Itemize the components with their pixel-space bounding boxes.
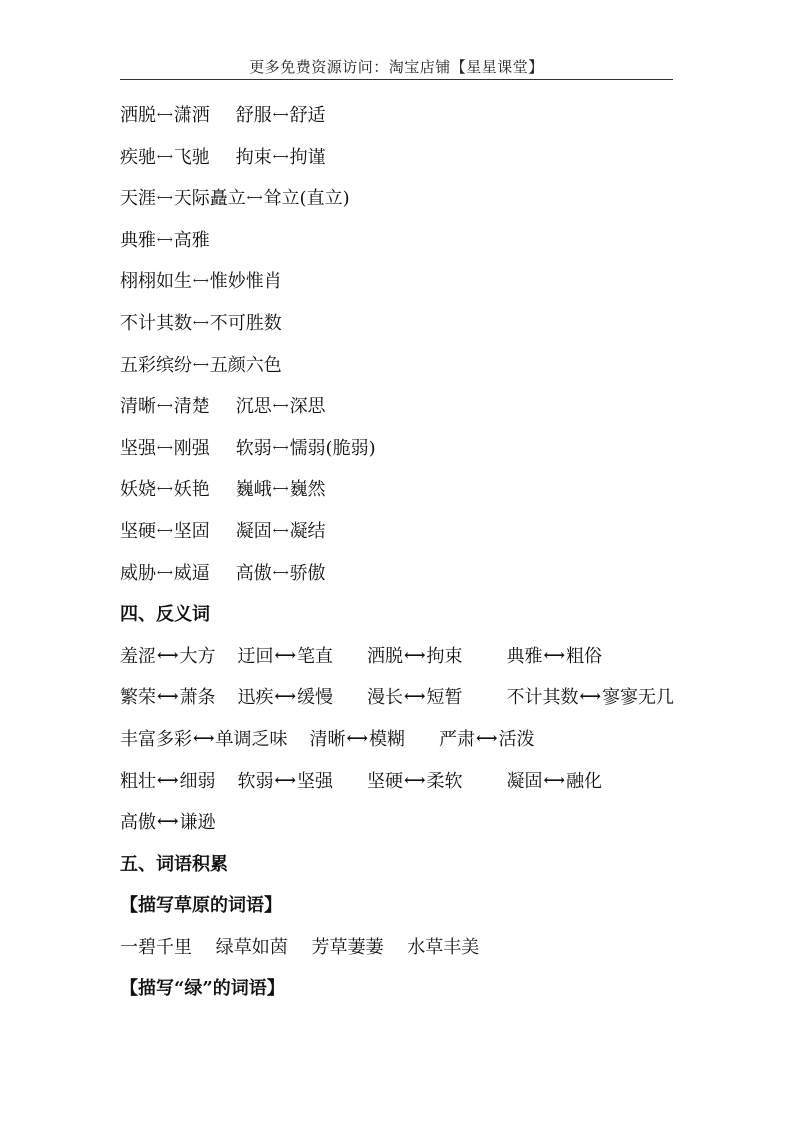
word-left: 栩栩如生 — [120, 271, 192, 293]
word-right: 柔软 — [426, 770, 463, 792]
antonym-pair — [367, 682, 463, 714]
antonym-pair — [238, 641, 334, 673]
double-arrow-icon: ⟷ — [272, 565, 289, 579]
word-right: 笔直 — [297, 645, 334, 667]
double-arrow-icon: ⟷ — [272, 523, 289, 537]
word-right: 谦逊 — [179, 812, 216, 834]
double-arrow-icon: ⟷ — [157, 440, 173, 454]
synonym-pair — [120, 516, 210, 548]
antonym-pair — [507, 682, 675, 714]
word-right: 舒适 — [289, 105, 326, 126]
word-left: 天涯 — [120, 188, 156, 210]
word-right: 潇洒 — [173, 105, 210, 126]
word-left: 沉思 — [235, 396, 272, 418]
synonym-pair — [236, 474, 326, 506]
double-arrow-icon: ⟷ — [579, 687, 602, 706]
word-left: 严肃 — [439, 728, 476, 750]
word-left: 疾驰 — [120, 146, 156, 168]
double-arrow-icon: ⟷ — [274, 770, 297, 789]
word-left: 坚强 — [120, 437, 156, 459]
word-left: 典雅 — [506, 645, 543, 667]
synonym-pair — [120, 183, 246, 215]
word-left: 凝固 — [235, 520, 272, 542]
word-right: 五颜六色 — [209, 354, 282, 376]
word-left: 清晰 — [309, 728, 346, 750]
word-right: 清楚 — [173, 396, 210, 418]
word-left: 洒脱 — [120, 105, 156, 126]
synonym-line — [120, 308, 680, 350]
synonym-line — [120, 142, 680, 184]
word-right: 巍然 — [289, 479, 326, 501]
subsection-title-grassland: 【描写草原的词语】 — [120, 895, 282, 917]
word-left: 威胁 — [120, 562, 156, 584]
word-right: 坚固 — [173, 520, 210, 542]
word-left: 洒脱 — [367, 645, 404, 667]
word-right: 缓慢 — [297, 687, 334, 709]
antonym-pair — [439, 724, 535, 756]
word-item: 绿草如茵 — [215, 936, 288, 958]
double-arrow-icon: ⟷ — [157, 399, 173, 413]
word-left: 清晰 — [120, 396, 156, 418]
double-arrow-icon: ⟷ — [193, 315, 209, 329]
antonym-pair — [507, 641, 603, 673]
antonym-line — [120, 641, 680, 683]
word-left: 粗壮 — [120, 770, 156, 792]
double-arrow-icon: ⟷ — [157, 108, 173, 121]
double-arrow-icon: ⟷ — [246, 191, 263, 205]
antonym-pair — [238, 766, 334, 798]
word-right: 拘谨 — [289, 146, 326, 168]
synonym-line — [120, 391, 680, 433]
synonym-list — [120, 100, 680, 599]
word-left: 高傲 — [120, 812, 156, 834]
word-item: 芳草萋萋 — [311, 936, 384, 958]
header-divider — [120, 79, 673, 80]
double-arrow-icon: ⟷ — [272, 440, 289, 454]
synonym-pair — [120, 474, 210, 506]
antonym-list — [120, 641, 680, 849]
synonym-line — [120, 433, 680, 475]
word-right: 惟妙惟肖 — [209, 271, 282, 293]
word-left: 妖娆 — [120, 479, 156, 501]
word-left: 耸立(直立) — [263, 188, 350, 210]
synonym-pair — [120, 391, 210, 423]
synonym-pair — [236, 100, 326, 132]
word-left: 拘束 — [235, 146, 272, 168]
double-arrow-icon: ⟷ — [346, 728, 369, 747]
word-right: 妖艳 — [173, 479, 210, 501]
synonym-line — [120, 350, 680, 392]
synonym-pair — [120, 433, 210, 465]
double-arrow-icon: ⟷ — [404, 645, 426, 664]
synonym-line — [120, 516, 680, 558]
word-right: 凝结 — [289, 520, 326, 542]
synonym-pair — [120, 308, 282, 340]
synonym-line — [120, 474, 680, 516]
word-left: 坚硬 — [120, 520, 156, 542]
double-arrow-icon: ⟷ — [157, 770, 179, 789]
word-right: 活泼 — [498, 728, 535, 750]
double-arrow-icon: ⟷ — [272, 399, 289, 413]
antonym-pair — [507, 766, 603, 798]
word-right: 寥寥无几 — [602, 687, 675, 709]
double-arrow-icon: ⟷ — [157, 482, 173, 496]
antonym-line — [120, 724, 680, 766]
synonym-pair — [236, 391, 326, 423]
synonym-line — [120, 183, 680, 225]
word-right: 飞驰 — [173, 146, 210, 168]
double-arrow-icon: ⟷ — [193, 728, 215, 747]
antonym-pair — [120, 641, 216, 673]
word-left: 软弱 — [235, 437, 272, 459]
word-item: 水草丰美 — [407, 936, 480, 958]
antonym-pair — [120, 682, 216, 714]
synonym-line — [120, 266, 680, 308]
double-arrow-icon: ⟷ — [543, 770, 566, 789]
double-arrow-icon: ⟷ — [157, 191, 173, 205]
word-left: 不计其数 — [506, 687, 579, 709]
synonym-pair — [120, 266, 282, 298]
synonym-pair — [236, 142, 326, 174]
word-left: 繁荣 — [120, 687, 156, 709]
word-right: 骄傲 — [289, 562, 326, 584]
double-arrow-icon: ⟷ — [272, 482, 289, 496]
word-left: 软弱 — [237, 770, 274, 792]
word-left: 舒服 — [235, 105, 272, 126]
section-title-word-accumulation: 五、词语积累 — [120, 853, 228, 875]
antonym-pair — [120, 724, 288, 756]
synonym-pair — [236, 433, 376, 465]
antonym-line — [120, 766, 680, 808]
synonym-pair — [236, 516, 326, 548]
word-left: 典雅 — [120, 229, 156, 251]
antonym-pair — [367, 641, 463, 673]
double-arrow-icon: ⟷ — [274, 645, 297, 664]
word-left: 五彩缤纷 — [120, 354, 192, 376]
word-right: 拘束 — [426, 645, 463, 667]
synonym-pair — [120, 558, 210, 590]
antonym-pair — [238, 682, 334, 714]
word-left: 迅疾 — [237, 687, 274, 709]
word-right: 单调乏味 — [215, 728, 288, 750]
word-left: 丰富多彩 — [120, 728, 192, 750]
word-right: 坚强 — [297, 770, 334, 792]
double-arrow-icon: ⟷ — [404, 770, 426, 789]
double-arrow-icon: ⟷ — [193, 357, 209, 371]
double-arrow-icon: ⟷ — [157, 232, 173, 246]
double-arrow-icon: ⟷ — [157, 645, 179, 664]
word-left: 高傲 — [235, 562, 272, 584]
grassland-words — [120, 932, 680, 974]
synonym-line — [120, 100, 680, 142]
word-left: 凝固 — [506, 770, 543, 792]
word-right: 刚强 — [173, 437, 210, 459]
synonym-pair — [120, 225, 210, 257]
antonym-pair — [367, 766, 463, 798]
subsection-title-green: 【描写“绿”的词语】 — [120, 978, 285, 1000]
word-right: 细弱 — [179, 770, 216, 792]
word-right: 深思 — [289, 396, 326, 418]
word-left: 巍峨 — [235, 479, 272, 501]
double-arrow-icon: ⟷ — [157, 812, 179, 831]
word-right: 懦弱(脆弱) — [289, 437, 376, 459]
word-right: 粗俗 — [566, 645, 603, 667]
word-left: 迂回 — [237, 645, 274, 667]
word-right: 萧条 — [179, 687, 216, 709]
word-item: 一碧千里 — [120, 936, 192, 958]
word-right: 高雅 — [173, 229, 210, 251]
double-arrow-icon: ⟷ — [157, 523, 173, 537]
double-arrow-icon: ⟷ — [543, 645, 566, 664]
synonym-line — [120, 225, 680, 267]
word-right: 大方 — [179, 645, 216, 667]
antonym-line — [120, 682, 680, 724]
synonym-pair — [120, 100, 210, 132]
word-left: 漫长 — [367, 687, 404, 709]
document-body — [120, 100, 680, 1015]
double-arrow-icon: ⟷ — [157, 687, 179, 706]
section-title-antonyms: 四、反义词 — [120, 604, 210, 626]
word-right: 天际矗立 — [173, 188, 246, 210]
word-left: 羞涩 — [120, 645, 156, 667]
synonym-pair — [246, 183, 350, 215]
synonym-pair — [120, 350, 282, 382]
double-arrow-icon: ⟷ — [404, 687, 426, 706]
antonym-pair — [310, 724, 406, 756]
double-arrow-icon: ⟷ — [272, 108, 289, 121]
synonym-pair — [236, 558, 326, 590]
word-right: 短暂 — [426, 687, 463, 709]
synonym-line — [120, 558, 680, 600]
word-right: 融化 — [566, 770, 603, 792]
word-left: 不计其数 — [120, 312, 192, 334]
double-arrow-icon: ⟷ — [274, 687, 297, 706]
antonym-pair — [120, 807, 216, 839]
double-arrow-icon: ⟷ — [476, 728, 498, 747]
synonym-pair — [120, 142, 210, 174]
antonym-line — [120, 807, 680, 849]
double-arrow-icon: ⟷ — [272, 149, 289, 163]
page-header: 更多免费资源访问：淘宝店铺【星星课堂】 — [249, 58, 544, 76]
word-right: 不可胜数 — [209, 312, 282, 334]
double-arrow-icon: ⟷ — [157, 565, 173, 579]
double-arrow-icon: ⟷ — [193, 274, 209, 288]
double-arrow-icon: ⟷ — [157, 149, 173, 163]
word-right: 模糊 — [369, 728, 406, 750]
word-right: 威逼 — [173, 562, 210, 584]
antonym-pair — [120, 766, 216, 798]
word-left: 坚硬 — [367, 770, 404, 792]
